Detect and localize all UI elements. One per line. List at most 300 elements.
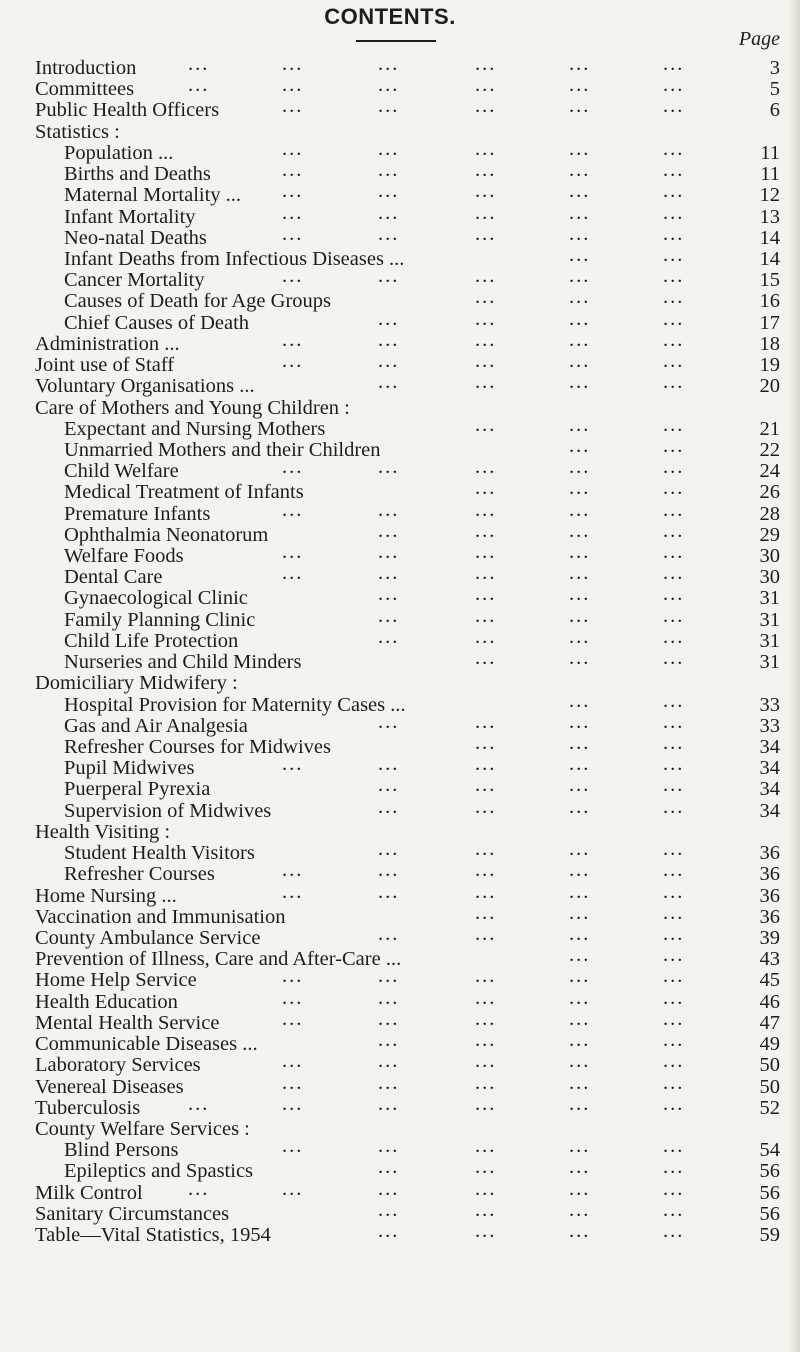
entry-title: Chief Causes of Death — [64, 311, 250, 334]
dot-leader: ... — [663, 95, 685, 118]
contents-entry — [35, 159, 780, 186]
dot-leader: ... — [188, 74, 210, 97]
dot-leader: ... — [378, 180, 400, 203]
dot-leader: ... — [663, 307, 685, 330]
dot-leader: ... — [569, 350, 591, 373]
contents-entry — [35, 774, 780, 801]
dot-leader: ... — [663, 965, 685, 988]
dot-leader: ... — [569, 95, 591, 118]
dot-leader: ... — [569, 647, 591, 670]
dot-leader: ... — [378, 350, 400, 373]
dot-leader: ... — [663, 1007, 685, 1030]
entry-page-number: 14 — [759, 247, 780, 270]
contents-entry — [35, 350, 780, 377]
entry-title: Vaccination and Immunisation — [35, 905, 286, 928]
dot-leader: ... — [569, 1050, 591, 1073]
dot-leader: ... — [282, 753, 304, 776]
entry-title: Infant Deaths from Infectious Diseases ... — [64, 247, 405, 270]
dot-leader: ... — [378, 1092, 400, 1115]
entry-page-number: 36 — [759, 842, 780, 865]
contents-entry — [35, 1092, 780, 1119]
contents-entry — [35, 137, 780, 164]
entry-page-number: 14 — [759, 226, 780, 249]
contents-entry — [35, 122, 780, 143]
dot-leader: ... — [663, 604, 685, 627]
entry-title: Joint use of Staff — [35, 354, 175, 377]
dot-leader: ... — [378, 604, 400, 627]
dot-leader: ... — [663, 53, 685, 75]
entry-page-number: 49 — [759, 1033, 780, 1056]
dot-leader: ... — [282, 965, 304, 988]
entry-title: Births and Deaths — [64, 163, 211, 186]
dot-leader: ... — [569, 371, 591, 394]
dot-leader: ... — [188, 1177, 210, 1200]
contents-entry — [35, 222, 780, 249]
dot-leader: ... — [569, 1135, 591, 1158]
contents-entry — [35, 1071, 780, 1098]
entry-page-number: 34 — [759, 757, 780, 780]
entry-title: Epileptics and Spastics — [64, 1160, 254, 1183]
dot-leader: ... — [663, 583, 685, 606]
entry-title: Care of Mothers and Young Children : — [35, 396, 350, 419]
contents-entry — [35, 1177, 780, 1204]
dot-leader: ... — [378, 625, 400, 648]
dot-leader: ... — [475, 901, 497, 924]
dot-leader: ... — [475, 838, 497, 861]
contents-entry — [35, 838, 780, 865]
dot-leader: ... — [188, 1092, 210, 1115]
entry-page-number: 28 — [759, 502, 780, 525]
entry-title: Premature Infants — [64, 502, 211, 525]
dot-leader: ... — [282, 986, 304, 1009]
entry-page-number: 17 — [759, 311, 780, 334]
entry-title: Ophthalmia Neonatorum — [64, 523, 269, 546]
dot-leader: ... — [378, 795, 400, 818]
dot-leader: ... — [663, 859, 685, 882]
dot-leader: ... — [475, 1029, 497, 1052]
entry-page-number: 15 — [759, 269, 780, 292]
dot-leader: ... — [378, 1177, 400, 1200]
dot-leader: ... — [569, 689, 591, 712]
entry-page-number: 34 — [759, 736, 780, 758]
entry-title: Hospital Provision for Maternity Cases ... — [64, 693, 406, 716]
dot-leader: ... — [663, 689, 685, 712]
dot-leader: ... — [569, 562, 591, 585]
dot-leader: ... — [378, 541, 400, 564]
dot-leader: ... — [475, 180, 497, 203]
dot-leader: ... — [475, 753, 497, 776]
dot-leader: ... — [569, 53, 591, 75]
dot-leader: ... — [475, 1007, 497, 1030]
entry-page-number: 45 — [759, 969, 780, 992]
dot-leader: ... — [569, 328, 591, 351]
entry-title: Medical Treatment of Infants — [64, 481, 304, 504]
dot-leader: ... — [569, 1177, 591, 1200]
dot-leader: ... — [378, 307, 400, 330]
dot-leader: ... — [378, 1050, 400, 1073]
dot-leader: ... — [378, 1135, 400, 1158]
dot-leader: ... — [475, 371, 497, 394]
entry-page-number: 50 — [759, 1075, 780, 1098]
entry-title: Home Nursing ... — [35, 884, 177, 907]
dot-leader: ... — [475, 732, 497, 754]
dot-leader: ... — [475, 922, 497, 945]
dot-leader: ... — [282, 1177, 304, 1200]
dot-leader: ... — [282, 222, 304, 245]
dot-leader: ... — [663, 1177, 685, 1200]
dot-leader: ... — [475, 647, 497, 670]
dot-leader: ... — [378, 159, 400, 182]
dot-leader: ... — [475, 795, 497, 818]
dot-leader: ... — [475, 350, 497, 373]
dot-leader: ... — [475, 604, 497, 627]
contents-entry — [35, 1029, 780, 1056]
entry-title: Supervision of Midwives — [64, 799, 272, 822]
dot-leader: ... — [475, 625, 497, 648]
entry-page-number: 33 — [759, 693, 780, 716]
dot-leader: ... — [282, 1007, 304, 1030]
dot-leader: ... — [475, 328, 497, 351]
entry-page-number: 54 — [759, 1139, 780, 1162]
dot-leader: ... — [475, 1071, 497, 1094]
entry-page-number: 19 — [759, 354, 780, 377]
contents-entry — [35, 1220, 780, 1247]
dot-leader: ... — [475, 1092, 497, 1115]
contents-entry — [35, 901, 780, 928]
contents-entry — [35, 1198, 780, 1225]
contents-entry — [35, 456, 780, 483]
dot-leader: ... — [569, 519, 591, 542]
dot-leader: ... — [282, 201, 304, 224]
entry-page-number: 31 — [759, 587, 780, 610]
contents-entry — [35, 710, 780, 737]
dot-leader: ... — [663, 413, 685, 436]
entry-page-number: 56 — [759, 1160, 780, 1183]
entry-title: Laboratory Services — [35, 1054, 201, 1077]
dot-leader: ... — [282, 159, 304, 182]
dot-leader: ... — [663, 944, 685, 967]
contents-entry — [35, 498, 780, 525]
entry-title: Prevention of Illness, Care and After-Care ... — [35, 948, 402, 971]
dot-leader: ... — [378, 562, 400, 585]
dot-leader: ... — [569, 795, 591, 818]
dot-leader: ... — [569, 1220, 591, 1243]
entry-page-number: 46 — [759, 990, 780, 1013]
contents-entry — [35, 371, 780, 398]
dot-leader: ... — [663, 880, 685, 903]
dot-leader: ... — [475, 880, 497, 903]
dot-leader: ... — [663, 1050, 685, 1073]
dot-leader: ... — [282, 53, 304, 75]
entry-page-number: 31 — [759, 651, 780, 674]
dot-leader: ... — [663, 1220, 685, 1243]
dot-leader: ... — [663, 753, 685, 776]
dot-leader: ... — [282, 541, 304, 564]
entry-page-number: 39 — [759, 926, 780, 949]
entry-title: Public Health Officers — [35, 99, 220, 122]
dot-leader: ... — [475, 307, 497, 330]
dot-leader: ... — [569, 604, 591, 627]
dot-leader: ... — [282, 1092, 304, 1115]
contents-entry — [35, 477, 780, 504]
dot-leader: ... — [282, 456, 304, 479]
dot-leader: ... — [475, 1050, 497, 1073]
entry-title: Pupil Midwives — [64, 757, 195, 780]
dot-leader: ... — [663, 74, 685, 97]
dot-leader: ... — [569, 1198, 591, 1221]
dot-leader: ... — [569, 74, 591, 97]
dot-leader: ... — [282, 1050, 304, 1073]
dot-leader: ... — [378, 880, 400, 903]
contents-entry — [35, 795, 780, 822]
entry-page-number: 20 — [759, 375, 780, 398]
dot-leader: ... — [569, 222, 591, 245]
contents-entry — [35, 944, 780, 971]
dot-leader: ... — [475, 774, 497, 797]
entry-page-number: 6 — [769, 99, 780, 122]
dot-leader: ... — [475, 583, 497, 606]
entry-title: Welfare Foods — [64, 545, 184, 568]
dot-leader: ... — [663, 159, 685, 182]
entry-title: Tuberculosis — [35, 1096, 141, 1119]
entry-title: Maternal Mortality ... — [64, 184, 242, 207]
dot-leader: ... — [475, 498, 497, 521]
dot-leader: ... — [663, 710, 685, 733]
dot-leader: ... — [569, 265, 591, 288]
contents-list — [35, 53, 780, 1247]
dot-leader: ... — [378, 222, 400, 245]
entry-title: Communicable Diseases ... — [35, 1033, 258, 1056]
entry-title: Domiciliary Midwifery : — [35, 672, 238, 695]
entry-title: Puerperal Pyrexia — [64, 778, 211, 801]
entry-title: Health Education — [35, 990, 178, 1013]
dot-leader: ... — [378, 753, 400, 776]
dot-leader: ... — [282, 562, 304, 585]
entry-title: Home Help Service — [35, 969, 197, 992]
dot-leader: ... — [569, 286, 591, 309]
dot-leader: ... — [663, 286, 685, 309]
contents-entry — [35, 434, 780, 461]
entry-title: Causes of Death for Age Groups — [64, 290, 332, 313]
entry-title: Refresher Courses for Midwives — [64, 736, 332, 758]
dot-leader: ... — [569, 1029, 591, 1052]
contents-entry — [35, 965, 780, 992]
dot-leader: ... — [663, 732, 685, 754]
entry-page-number: 52 — [759, 1096, 780, 1119]
contents-entry — [35, 265, 780, 292]
dot-leader: ... — [475, 1177, 497, 1200]
dot-leader: ... — [378, 859, 400, 882]
dot-leader: ... — [282, 95, 304, 118]
contents-entry — [35, 625, 780, 652]
contents-entry — [35, 647, 780, 674]
dot-leader: ... — [475, 1156, 497, 1179]
contents-entry — [35, 541, 780, 568]
dot-leader: ... — [569, 541, 591, 564]
dot-leader: ... — [569, 922, 591, 945]
dot-leader: ... — [282, 137, 304, 160]
entry-page-number: 11 — [760, 141, 780, 164]
entry-page-number: 56 — [759, 1202, 780, 1225]
entry-title: Unmarried Mothers and their Children — [64, 438, 381, 461]
dot-leader: ... — [569, 986, 591, 1009]
dot-leader: ... — [569, 434, 591, 457]
entry-title: Student Health Visitors — [64, 842, 255, 865]
page-edge-shadow — [788, 0, 800, 1352]
entry-title: Venereal Diseases — [35, 1075, 184, 1098]
entry-page-number: 11 — [760, 163, 780, 186]
entry-title: Cancer Mortality — [64, 269, 205, 292]
dot-leader: ... — [569, 732, 591, 754]
contents-entry — [35, 74, 780, 101]
contents-entry — [35, 1156, 780, 1183]
dot-leader: ... — [282, 328, 304, 351]
dot-leader: ... — [569, 901, 591, 924]
entry-title: Milk Control — [35, 1181, 143, 1204]
dot-leader: ... — [663, 456, 685, 479]
dot-leader: ... — [663, 647, 685, 670]
entry-page-number: 30 — [759, 566, 780, 589]
dot-leader: ... — [378, 1198, 400, 1221]
dot-leader: ... — [378, 201, 400, 224]
dot-leader: ... — [663, 265, 685, 288]
dot-leader: ... — [569, 413, 591, 436]
dot-leader: ... — [378, 1007, 400, 1030]
entry-page-number: 21 — [759, 417, 780, 440]
dot-leader: ... — [378, 371, 400, 394]
entry-page-number: 26 — [759, 481, 780, 504]
dot-leader: ... — [569, 625, 591, 648]
dot-leader: ... — [569, 180, 591, 203]
dot-leader: ... — [475, 53, 497, 75]
dot-leader: ... — [378, 838, 400, 861]
entry-title: Gynaecological Clinic — [64, 587, 248, 610]
dot-leader: ... — [188, 53, 210, 75]
dot-leader: ... — [282, 880, 304, 903]
entry-title: Health Visiting : — [35, 820, 171, 843]
dot-leader: ... — [282, 1071, 304, 1094]
entry-page-number: 30 — [759, 545, 780, 568]
dot-leader: ... — [282, 1135, 304, 1158]
contents-entry — [35, 286, 780, 313]
dot-leader: ... — [475, 74, 497, 97]
dot-leader: ... — [378, 965, 400, 988]
dot-leader: ... — [475, 541, 497, 564]
dot-leader: ... — [663, 625, 685, 648]
dot-leader: ... — [663, 986, 685, 1009]
dot-leader: ... — [569, 137, 591, 160]
dot-leader: ... — [378, 1220, 400, 1243]
contents-entry — [35, 243, 780, 270]
dot-leader: ... — [378, 95, 400, 118]
dot-leader: ... — [569, 477, 591, 500]
contents-entry — [35, 1050, 780, 1077]
dot-leader: ... — [663, 180, 685, 203]
dot-leader: ... — [475, 710, 497, 733]
contents-entry — [35, 1119, 780, 1140]
dot-leader: ... — [569, 243, 591, 266]
entry-page-number: 43 — [759, 948, 780, 971]
contents-entry — [35, 307, 780, 334]
dot-leader: ... — [378, 53, 400, 75]
entry-page-number: 13 — [759, 205, 780, 228]
entry-title: County Ambulance Service — [35, 926, 261, 949]
dot-leader: ... — [475, 1198, 497, 1221]
dot-leader: ... — [663, 1092, 685, 1115]
entry-page-number: 16 — [759, 290, 780, 313]
contents-entry — [35, 413, 780, 440]
contents-entry — [35, 562, 780, 589]
dot-leader: ... — [378, 456, 400, 479]
dot-leader: ... — [569, 498, 591, 521]
entry-page-number: 3 — [769, 57, 780, 79]
dot-leader: ... — [378, 922, 400, 945]
dot-leader: ... — [663, 201, 685, 224]
entry-title: Nurseries and Child Minders — [64, 651, 302, 674]
dot-leader: ... — [282, 859, 304, 882]
dot-leader: ... — [569, 838, 591, 861]
dot-leader: ... — [663, 838, 685, 861]
entry-page-number: 50 — [759, 1054, 780, 1077]
dot-leader: ... — [475, 413, 497, 436]
dot-leader: ... — [663, 1071, 685, 1094]
entry-page-number: 18 — [759, 332, 780, 355]
dot-leader: ... — [282, 180, 304, 203]
dot-leader: ... — [663, 562, 685, 585]
entry-title: County Welfare Services : — [35, 1117, 250, 1140]
page-column-label: Page — [738, 28, 780, 50]
dot-leader: ... — [569, 201, 591, 224]
contents-entry — [35, 519, 780, 546]
dot-leader: ... — [475, 965, 497, 988]
entry-page-number: 36 — [759, 884, 780, 907]
dot-leader: ... — [663, 922, 685, 945]
dot-leader: ... — [475, 159, 497, 182]
dot-leader: ... — [569, 965, 591, 988]
dot-leader: ... — [663, 434, 685, 457]
dot-leader: ... — [475, 1220, 497, 1243]
entry-title: Population ... — [64, 141, 174, 164]
dot-leader: ... — [569, 753, 591, 776]
entry-title: Expectant and Nursing Mothers — [64, 417, 326, 440]
dot-leader: ... — [378, 328, 400, 351]
dot-leader: ... — [475, 286, 497, 309]
dot-leader: ... — [569, 159, 591, 182]
dot-leader: ... — [569, 1092, 591, 1115]
dot-leader: ... — [475, 265, 497, 288]
dot-leader: ... — [378, 498, 400, 521]
dot-leader: ... — [569, 944, 591, 967]
dot-leader: ... — [569, 710, 591, 733]
entry-page-number: 12 — [759, 184, 780, 207]
contents-entry — [35, 859, 780, 886]
title-rule — [356, 40, 436, 42]
dot-leader: ... — [475, 201, 497, 224]
contents-entry — [35, 95, 780, 122]
contents-entry — [35, 180, 780, 207]
dot-leader: ... — [663, 1156, 685, 1179]
dot-leader: ... — [663, 541, 685, 564]
dot-leader: ... — [569, 774, 591, 797]
contents-entry — [35, 689, 780, 716]
entry-title: Family Planning Clinic — [64, 608, 256, 631]
dot-leader: ... — [663, 774, 685, 797]
entry-title: Sanitary Circumstances — [35, 1202, 230, 1225]
dot-leader: ... — [475, 986, 497, 1009]
contents-entry — [35, 822, 780, 843]
entry-title: Blind Persons — [64, 1139, 179, 1162]
dot-leader: ... — [475, 562, 497, 585]
